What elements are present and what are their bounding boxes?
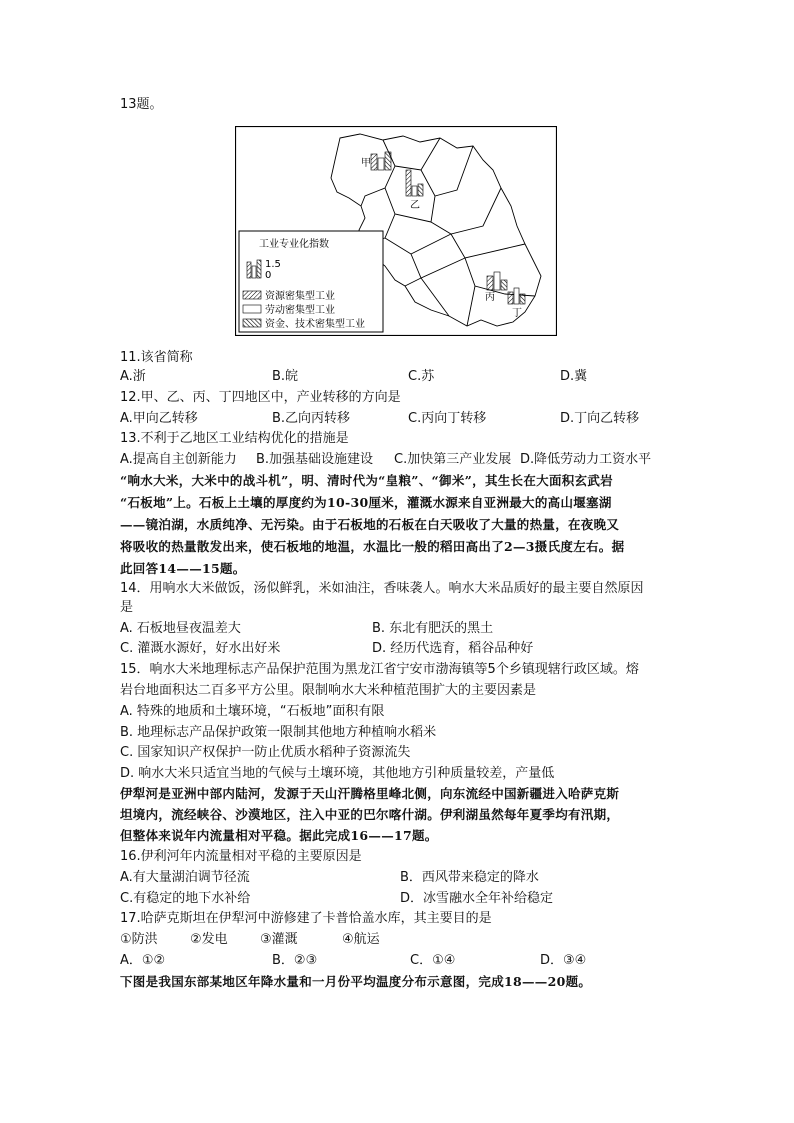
q11-option-a[interactable]: A.浙 bbox=[120, 369, 146, 384]
q15-option-c[interactable]: C. 国家知识产权保护一防止优质水稻种子资源流失 bbox=[120, 745, 411, 760]
passage2-line1: 伊犁河是亚洲中部内陆河，发源于天山汗腾格里峰北侧，向东流经中国新疆进入哈萨克斯 bbox=[120, 786, 620, 801]
q17-option-d[interactable]: D．③④ bbox=[540, 953, 587, 968]
q14-option-a[interactable]: A. 石板地昼夜温差大 bbox=[120, 621, 241, 636]
q14-option-d[interactable]: D. 经历代选育，稻谷品种好 bbox=[372, 641, 534, 656]
q17-item-3: ③灌溉 bbox=[260, 932, 298, 947]
q14-stem-line1: 14．用响水大米做饭，汤似鲜乳，米如油注，香味袭人。响水大米品质好的最主要自然原因 bbox=[120, 581, 644, 596]
q11-option-b[interactable]: B.皖 bbox=[272, 369, 299, 384]
q17-option-a[interactable]: A．①② bbox=[120, 953, 166, 968]
q13-option-a[interactable]: A.提高自主创新能力 bbox=[120, 452, 237, 467]
passage2-line2: 坦境内，流经峡谷、沙漠地区，注入中亚的巴尔喀什湖。伊利湖虽然每年夏季均有汛期， bbox=[120, 807, 620, 822]
q15-stem-line2: 岩台地面积达二百多平方公里。限制响水大米种植范围扩大的主要因素是 bbox=[120, 683, 537, 698]
legend-item-labor: 劳动密集型工业 bbox=[265, 305, 335, 316]
q11-option-d[interactable]: D.冀 bbox=[560, 369, 588, 384]
section-header: 13题。 bbox=[120, 97, 163, 112]
q13-option-c[interactable]: C.加快第三产业发展 bbox=[394, 452, 512, 467]
q17-item-4: ④航运 bbox=[342, 932, 380, 947]
legend-scale-low: 0 bbox=[265, 270, 272, 281]
passage3: 下图是我国东部某地区年降水量和一月份平均温度分布示意图，完成18——20题。 bbox=[120, 974, 592, 989]
q17-option-b[interactable]: B．②③ bbox=[272, 953, 318, 968]
q13-option-b[interactable]: B.加强基础设施建设 bbox=[256, 452, 374, 467]
q14-option-c[interactable]: C. 灌溉水源好，好水出好米 bbox=[120, 641, 281, 656]
q17-item-2: ②发电 bbox=[190, 932, 228, 947]
region-label-yi: 乙 bbox=[410, 200, 420, 211]
q17-option-c[interactable]: C．①④ bbox=[410, 953, 456, 968]
q12-stem: 12.甲、乙、丙、丁四地区中，产业转移的方向是 bbox=[120, 390, 401, 405]
q15-stem-line1: 15．响水大米地理标志产品保护范围为黑龙江省宁安市渤海镇等5个乡镇现辖行政区域。熔 bbox=[120, 662, 639, 677]
q12-option-a[interactable]: A.甲向乙转移 bbox=[120, 411, 198, 426]
q13-option-d[interactable]: D.降低劳动力工资水平 bbox=[520, 452, 652, 467]
region-label-bing: 丙 bbox=[485, 292, 495, 303]
q12-option-c[interactable]: C.丙向丁转移 bbox=[408, 411, 487, 426]
q17-stem: 17.哈萨克斯坦在伊犁河中游修建了卡普恰盖水库，其主要目的是 bbox=[120, 911, 492, 926]
q16-option-c[interactable]: C.有稳定的地下水补给 bbox=[120, 891, 251, 906]
q15-option-a[interactable]: A. 特殊的地质和土壤环境，“石板地”面积有限 bbox=[120, 704, 385, 719]
q12-option-b[interactable]: B.乙向丙转移 bbox=[272, 411, 351, 426]
q16-stem: 16.伊利河年内流量相对平稳的主要原因是 bbox=[120, 849, 362, 864]
passage1-line2: “石板地”上。石板上土壤的厚度约为10-30厘米，灌溉水源来自亚洲最大的高山堰塞湖 bbox=[120, 495, 612, 510]
province-industry-map bbox=[235, 126, 557, 336]
q16-option-a[interactable]: A.有大量湖泊调节径流 bbox=[120, 870, 250, 885]
q15-option-b[interactable]: B. 地理标志产品保护政策一限制其他地方种植响水稻米 bbox=[120, 725, 437, 740]
q14-stem-line2: 是 bbox=[120, 600, 134, 615]
legend-item-capital: 资金、技术密集型工业 bbox=[265, 319, 365, 330]
passage1-line5: 此回答14——15题。 bbox=[120, 561, 246, 576]
map-legend bbox=[239, 231, 383, 332]
region-label-jia: 甲 bbox=[361, 158, 371, 169]
passage1-line4: 将吸收的热量散发出来，使石板地的地温，水温比一般的稻田高出了2—3摄氏度左右。据 bbox=[120, 539, 625, 554]
q13-stem: 13.不利于乙地区工业结构优化的措施是 bbox=[120, 431, 349, 446]
passage1-line3: ——镜泊湖，水质纯净、无污染。由于石板地的石板在白天吸收了大量的热量，在夜晚又 bbox=[120, 517, 620, 532]
legend-item-resource: 资源密集型工业 bbox=[265, 291, 335, 302]
q16-option-b[interactable]: B．西风带来稳定的降水 bbox=[400, 870, 539, 885]
q16-option-d[interactable]: D．冰雪融水全年补给稳定 bbox=[400, 891, 554, 906]
q11-option-c[interactable]: C.苏 bbox=[408, 369, 435, 384]
legend-scale-high: 1.5 bbox=[265, 259, 281, 270]
q12-option-d[interactable]: D.丁向乙转移 bbox=[560, 411, 640, 426]
legend-title: 工业专业化指数 bbox=[259, 239, 329, 250]
passage2-line3: 但整体来说年内流量相对平稳。据此完成16——17题。 bbox=[120, 828, 438, 843]
q11-stem: 11.该省简称 bbox=[120, 350, 193, 365]
q15-option-d[interactable]: D. 响水大米只适宜当地的气候与土壤环境，其他地方引种质量较差，产量低 bbox=[120, 766, 555, 781]
q17-item-1: ①防洪 bbox=[120, 932, 158, 947]
region-label-ding: 丁 bbox=[512, 308, 522, 319]
q14-option-b[interactable]: B. 东北有肥沃的黑土 bbox=[372, 621, 494, 636]
passage1-line1: “响水大米，大米中的战斗机”，明、清时代为“皇粮”、“御米”，其生长在大面积玄武岩 bbox=[120, 473, 613, 488]
